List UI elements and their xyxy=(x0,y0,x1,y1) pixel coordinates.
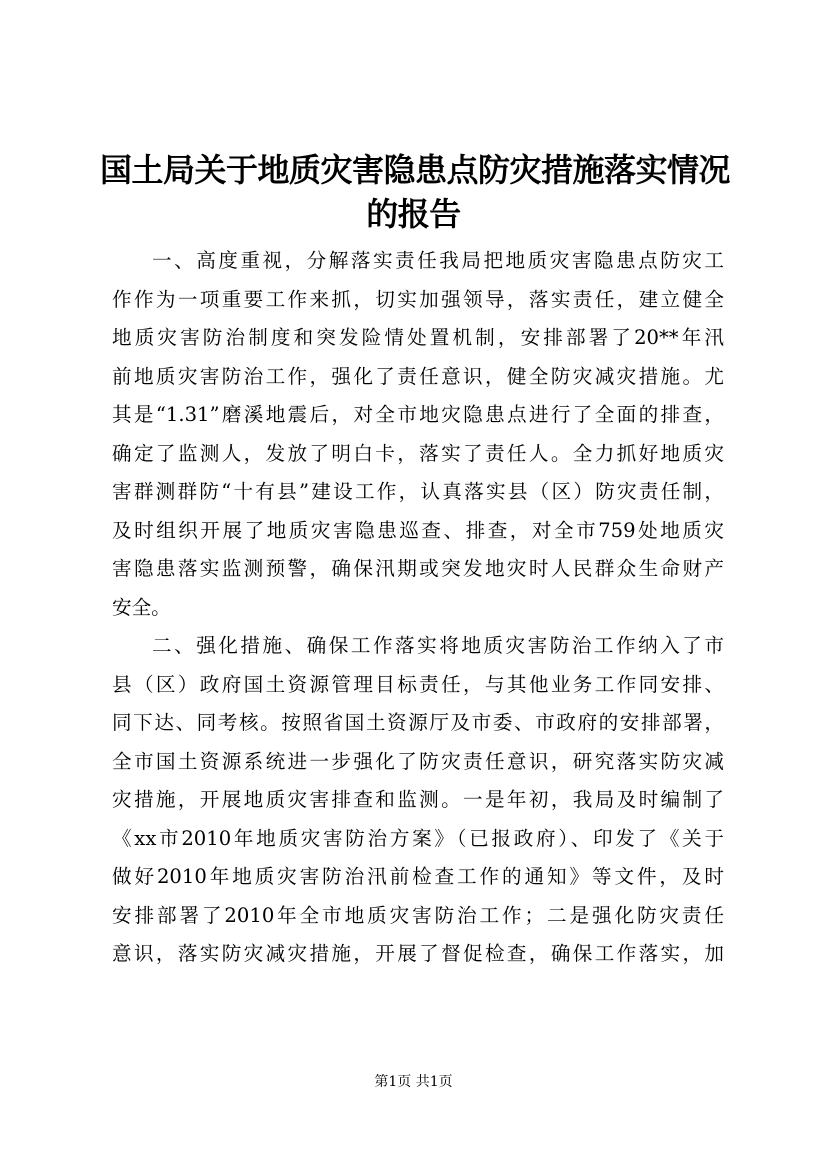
paragraph-line: 做好2010年地质灾害防治汛前检查工作的通知》等文件，及时 xyxy=(112,865,724,888)
paragraph-line: 《xx市2010年地质灾害防治方案》（已报政府）、印发了《关于 xyxy=(112,826,724,850)
paragraph-line: 全市国土资源系统进一步强化了防灾责任意识，研究落实防灾减 xyxy=(112,749,724,773)
paragraph-line: 前地质灾害防治工作，强化了责任意识，健全防灾减灾措施。尤 xyxy=(112,364,724,388)
paragraph-line: 害隐患落实监测预警，确保汛期或突发地灾时人民群众生命财产 xyxy=(112,557,724,580)
paragraph-line: 灾措施，开展地质灾害排查和监测。一是年初，我局及时编制了 xyxy=(112,788,724,811)
paragraph-line: 一、高度重视，分解落实责任我局把地质灾害隐患点防灾工 xyxy=(152,249,724,272)
paragraph-line: 二、强化措施、确保工作落实将地质灾害防治工作纳入了市 xyxy=(152,634,724,657)
paragraph-line: 安全。 xyxy=(112,595,171,619)
page-footer: 第1页 共1页 xyxy=(374,1074,453,1090)
paragraph-line: 地质灾害防治制度和突发险情处置机制，安排部署了20**年汛 xyxy=(112,326,724,349)
paragraph-2 xyxy=(112,627,724,974)
document-body xyxy=(112,242,724,974)
paragraph-line: 安排部署了2010年全市地质灾害防治工作；二是强化防灾责任 xyxy=(112,903,724,927)
paragraph-line: 确定了监测人，发放了明白卡，落实了责任人。全力抓好地质灾 xyxy=(112,441,724,465)
paragraph-line: 县（区）政府国土资源管理目标责任，与其他业务工作同安排、 xyxy=(112,672,724,696)
document-title xyxy=(100,148,731,236)
title-line-2: 的报告 xyxy=(366,195,461,233)
paragraph-1 xyxy=(112,242,724,627)
paragraph-line: 害群测群防“十有县”建设工作，认真落实县（区）防灾责任制， xyxy=(112,480,724,503)
paragraph-line: 作作为一项重要工作来抓，切实加强领导，落实责任，建立健全 xyxy=(112,287,724,311)
paragraph-line: 其是“1.31”磨溪地震后，对全市地灾隐患点进行了全面的排查， xyxy=(112,403,724,426)
paragraph-line: 同下达、同考核。按照省国土资源厅及市委、市政府的安排部署， xyxy=(112,711,724,734)
title-line-1: 国土局关于地质灾害隐患点防灾措施落实情况 xyxy=(100,151,731,189)
paragraph-line: 及时组织开展了地质灾害隐患巡查、排查，对全市759处地质灾 xyxy=(112,518,724,542)
paragraph-line: 意识，落实防灾减灾措施，开展了督促检查，确保工作落实，加 xyxy=(112,942,724,965)
